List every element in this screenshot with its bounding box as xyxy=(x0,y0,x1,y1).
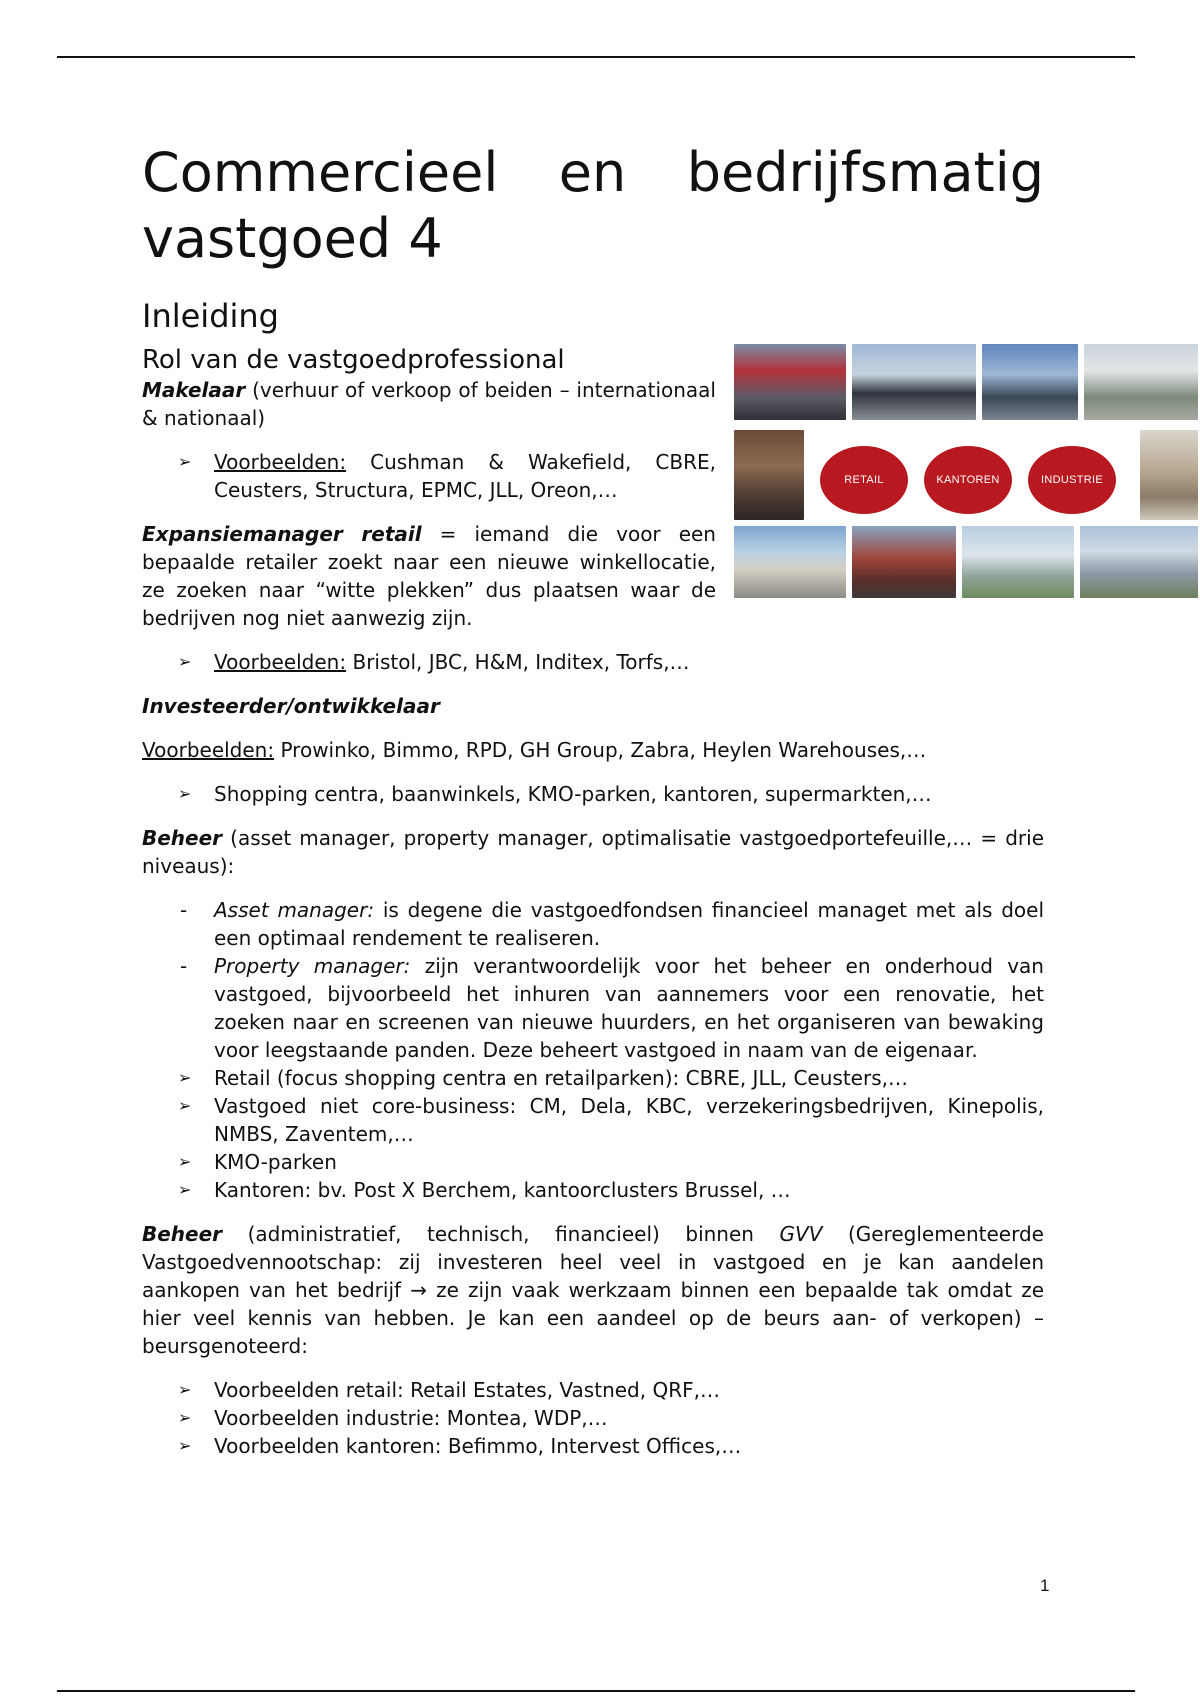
retail-building-photo xyxy=(852,344,976,420)
list-item xyxy=(142,448,716,504)
shopping-mall-photo xyxy=(1140,430,1198,520)
gvv-examples-list xyxy=(142,1376,1044,1460)
arrow-bullet-icon: ➢ xyxy=(178,1408,192,1427)
makelaar-examples-list xyxy=(142,448,716,504)
real-estate-photo-collage xyxy=(734,340,1190,602)
examples-text: Cushman & Wakefield, CBRE, Ceusters, Structura, EPMC, JLL, Oreon,… xyxy=(214,450,716,502)
list-item xyxy=(142,648,1044,676)
list-item-text: Retail (focus shopping centra en retailparken): CBRE, JLL, Ceusters,… xyxy=(214,1066,908,1090)
list-item xyxy=(142,1404,1044,1432)
list-item xyxy=(142,1432,1044,1460)
industrial-aerial-photo xyxy=(1084,344,1198,420)
office-building-photo xyxy=(982,344,1078,420)
list-item xyxy=(142,1176,1044,1204)
page-title: Commercieel en bedrijfsmatig vastgoed 4 xyxy=(142,141,1044,270)
expansiemanager-examples-list xyxy=(142,648,1044,676)
list-item xyxy=(142,1092,1044,1148)
examples-label: Voorbeelden: xyxy=(214,650,347,674)
expansiemanager-paragraph xyxy=(142,520,716,632)
investeerder-term: Investeerder/ontwikkelaar xyxy=(142,694,440,718)
arrow-bullet-icon: ➢ xyxy=(178,452,192,471)
makelaar-term: Makelaar xyxy=(142,378,246,402)
list-item xyxy=(142,1148,1044,1176)
arrow-bullet-icon: ➢ xyxy=(178,1380,192,1399)
retail-label-oval: RETAIL xyxy=(820,446,908,514)
arrow-right-icon: → xyxy=(410,1278,427,1302)
examples-text: Bristol, JBC, H&M, Inditex, Torfs,… xyxy=(346,650,690,674)
list-item-text: Voorbeelden retail: Retail Estates, Vastned, QRF,… xyxy=(214,1378,720,1402)
office-block-photo xyxy=(1080,526,1198,598)
list-item-text: Voorbeelden industrie: Montea, WDP,… xyxy=(214,1406,608,1430)
list-item-text: Shopping centra, baanwinkels, KMO-parken, kantoren, supermarkten,… xyxy=(214,782,932,806)
investeerder-list xyxy=(142,780,1044,808)
makelaar-paragraph xyxy=(142,376,716,432)
beheer-term: Beheer xyxy=(142,1222,223,1246)
item-text: zijn verantwoordelijk voor het beheer en onderhoud van vastgoed, bijvoorbeeld het inhuren van aannemers voor een renovatie, het zoeken naar en screenen van nieuwe huurders, en het organiseren van bewaking voor leegstaande panden. Deze beheert vastgoed in naam van de eigenaar. xyxy=(214,954,1044,1062)
arrow-bullet-icon: ➢ xyxy=(178,1096,192,1115)
arrow-bullet-icon: ➢ xyxy=(178,1068,192,1087)
beheer-list xyxy=(142,896,1044,1204)
industrie-label-oval: INDUSTRIE xyxy=(1028,446,1116,514)
arrow-bullet-icon: ➢ xyxy=(178,1436,192,1455)
makelaar-description: (verhuur of verkoop of beiden – internationaal & nationaal) xyxy=(142,378,716,430)
beheer-text-b: (Gereglementeerde Vastgoedvennootschap: zij investeren heel veel in vastgoed en je kan aandelen aankopen van het bedrijf xyxy=(142,1222,1044,1302)
kantoren-label-oval: KANTOREN xyxy=(924,446,1012,514)
expansiemanager-term: Expansiemanager retail xyxy=(142,522,422,546)
list-item xyxy=(142,1376,1044,1404)
arrow-bullet-icon: ➢ xyxy=(178,784,192,803)
item-label: Property manager: xyxy=(214,954,411,978)
dash-bullet: - xyxy=(180,898,188,922)
list-item-text: Vastgoed niet core-business: CM, Dela, KBC, verzekeringsbedrijven, Kinepolis, NMBS, Zaventem,… xyxy=(214,1094,1044,1146)
beheer-text-c: ze zijn vaak werkzaam binnen een bepaalde tak omdat ze hier veel kennis van hebben. Je kan een aandeel op de beurs aan- of verkopen) – beursgenoteerd: xyxy=(142,1278,1044,1358)
office-park-photo xyxy=(962,526,1074,598)
investeerder-examples xyxy=(142,736,1044,764)
beheer-gvv-paragraph xyxy=(142,1220,1044,1360)
beheer-description: (asset manager, property manager, optimalisatie vastgoedportefeuille,… = drie niveaus): xyxy=(142,826,1044,878)
brick-building-photo xyxy=(852,526,956,598)
list-item xyxy=(142,952,1044,1064)
header-rule xyxy=(57,56,1135,58)
list-item-text: Kantoren: bv. Post X Berchem, kantoorclusters Brussel, … xyxy=(214,1178,791,1202)
expansiemanager-description: = iemand die voor een bepaalde retailer zoekt naar een nieuwe winkellocatie, ze zoeken naar “witte plekken” dus plaatsen waar de bedrijven nog niet aanwezig zijn. xyxy=(142,522,716,630)
examples-label: Voorbeelden: xyxy=(142,738,275,762)
investeerder-heading xyxy=(142,692,1044,720)
list-item-text: KMO-parken xyxy=(214,1150,337,1174)
arrow-bullet-icon: ➢ xyxy=(178,652,192,671)
item-text: is degene die vastgoedfondsen financieel managet met als doel een optimaal rendement te realiseren. xyxy=(214,898,1045,950)
arrow-bullet-icon: ➢ xyxy=(178,1152,192,1171)
arrow-bullet-icon: ➢ xyxy=(178,1180,192,1199)
beheer-term: Beheer xyxy=(142,826,223,850)
beheer-text-a: (administratief, technisch, financieel) binnen xyxy=(222,1222,780,1246)
examples-text: Prowinko, Bimmo, RPD, GH Group, Zabra, Heylen Warehouses,… xyxy=(274,738,927,762)
list-item-text: Voorbeelden kantoren: Befimmo, Intervest Offices,… xyxy=(214,1434,742,1458)
examples-label: Voorbeelden: xyxy=(214,450,347,474)
list-item xyxy=(142,896,1044,952)
item-label: Asset manager: xyxy=(214,898,375,922)
list-item xyxy=(142,780,1044,808)
section-heading: Inleiding xyxy=(142,297,279,335)
footer-rule xyxy=(57,1690,1135,1692)
subsection-heading: Rol van de vastgoedprofessional xyxy=(142,345,565,375)
historic-building-photo xyxy=(734,430,804,520)
dash-bullet: - xyxy=(180,954,188,978)
page-number: 1 xyxy=(1040,1576,1050,1595)
warehouse-photo xyxy=(734,526,846,598)
retail-storefront-photo xyxy=(734,344,846,420)
beheer-paragraph xyxy=(142,824,1044,880)
list-item xyxy=(142,1064,1044,1092)
gvv-term: GVV xyxy=(779,1222,823,1246)
